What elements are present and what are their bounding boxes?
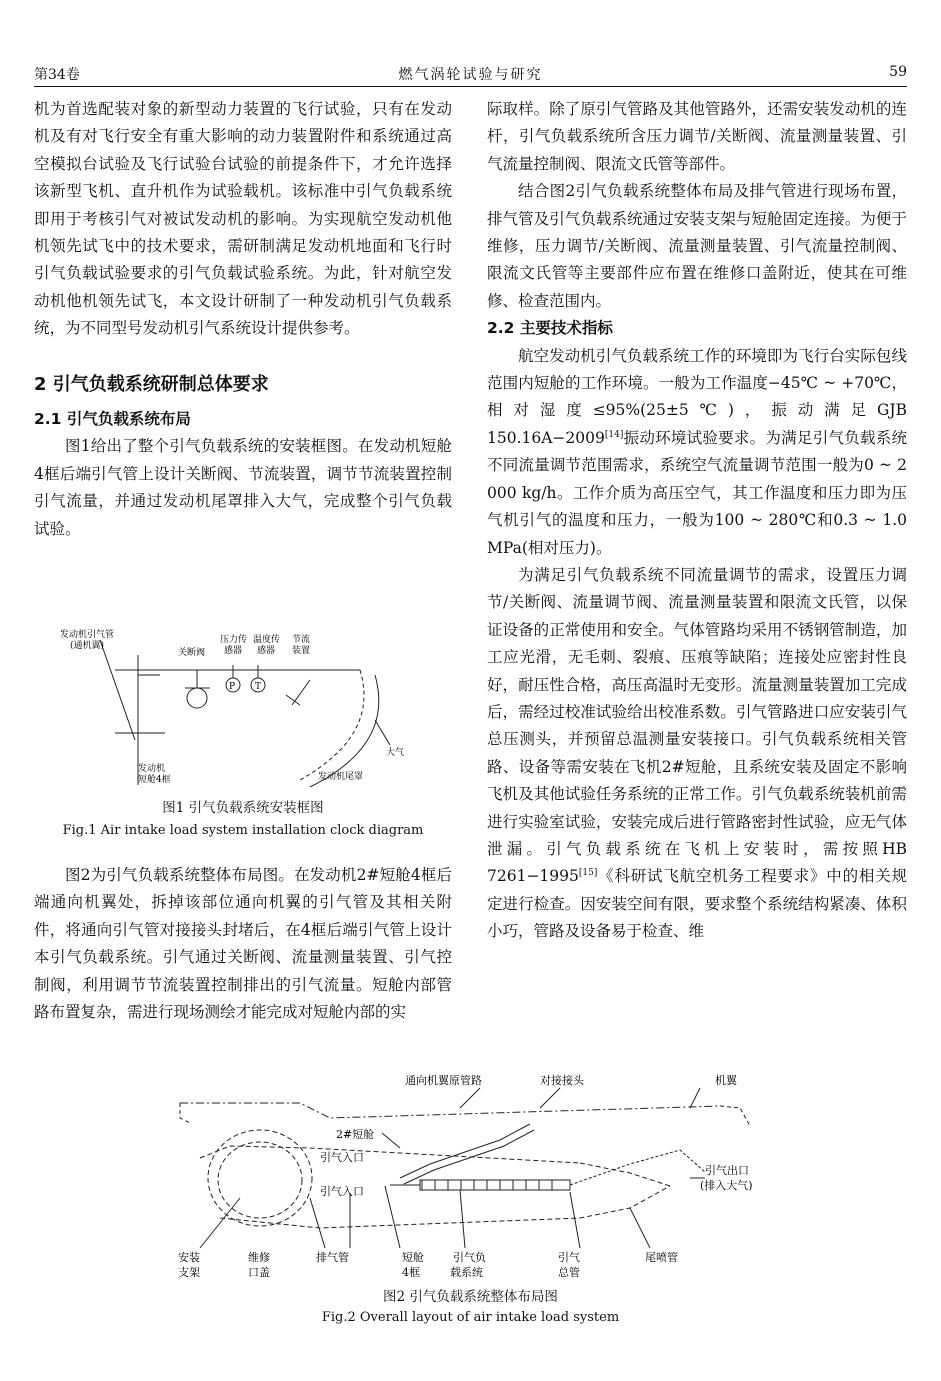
fig2-label-wing-pipe: 通向机翼原管路 — [405, 1074, 482, 1087]
figure-1-diagram — [60, 625, 440, 790]
section-2-1-heading: 2.1 引气负载系统布局 — [34, 410, 191, 429]
right-column — [487, 96, 907, 946]
fig1-p-symbol: P — [229, 682, 236, 692]
section-2-heading: 2 引气负载系统研制总体要求 — [34, 373, 269, 395]
requirements-text-a: 为满足引气负载系统不同流量调节的需求，设置压力调节/关断阀、流量调节阀、流量测量装置和限流文氏管，以保证设备的正常使用和安全。气体管路均采用不锈钢管制造，加工应光滑，无毛刺、裂痕、压痕等缺陷；连接处应密封性良好，耐压性合格，高压高温时无变形。流量测量装置加工完成后，需经过校准试验给出校准系数。引气管路进口应安装引气总压测头，并预留总温测量安装接口。引气负载系统相关管路、设备等需安装在飞机2#短舱，且系统安装及固定不影响飞机及其他试验任务系统的正常工作。引气负载系统装机前需进行实验室试验，安装完成后进行管路密封性试验，应无气体泄漏。引气负载系统在飞机上安装时，需按照HB 7261−1995 — [487, 565, 907, 886]
fig1-label-temp-1: 温度传 — [253, 635, 281, 645]
page-number: 59 — [889, 64, 907, 80]
requirements-text-b: 《科研试飞航空机务工程要求》中的相关规定进行检查。因安装空间有限，要求整个系统结构紧凑、体积小巧，管路及设备易于检查、维 — [487, 867, 907, 941]
fig1-label-pipe: 发动机引气管 — [60, 630, 115, 640]
fig2-label-cover-1: 维修 — [248, 1251, 270, 1264]
fig2-label-outlet-1: 引气出口 — [705, 1164, 749, 1177]
fig1-label-temp-2: 感器 — [257, 646, 276, 656]
fig1-label-pressure-1: 压力传 — [220, 635, 248, 645]
fig2-label-exhaust: 排气管 — [316, 1251, 349, 1264]
figure-2-caption-cn: 图2 引气负载系统整体布局图 — [383, 1289, 558, 1305]
fig1-label-tail-cover: 发动机尾罩 — [318, 772, 364, 782]
left-column — [34, 96, 452, 543]
figure-1-caption-cn: 图1 引气负载系统安装框图 — [162, 800, 324, 816]
requirements-paragraph — [487, 562, 907, 946]
fig1-label-throttle-2: 装置 — [292, 646, 311, 656]
fig2-label-system-2: 载系统 — [450, 1266, 483, 1279]
fig2-label-cover-2: 口盖 — [248, 1266, 270, 1279]
fig1-label-pipe2: (通机翼) — [70, 641, 105, 651]
fig2-label-system-1: 引气负 — [453, 1251, 486, 1264]
intro-paragraph: 机为首选配装对象的新型动力装置的飞行试验，只有在发动机及有对飞行安全有重大影响的动力装置附件和系统通过高空模拟台试验及飞行试验台试验的前提条件下，才允许选择该新型飞机、直升机作为试验载机。该标准中引气负载系统即用于考核引气对被试发动机的影响。为实现航空发动机他机领先试飞中的技术要求，需研制满足发动机地面和飞行时引气负载试验要求的引气负载试验系统。为此，针对航空发动机他机领先试飞，本文设计研制了一种发动机引气负载系统，为不同型号发动机引气系统设计提供参考。 — [34, 100, 452, 338]
journal-title: 燃气涡轮试验与研究 — [398, 67, 543, 83]
ref-15: [15] — [578, 868, 598, 879]
ref-14: [14] — [604, 429, 624, 440]
layout-arrangement-paragraph: 结合图2引气负载系统整体布局及排气管进行现场布置，排气管及引气负载系统通过安装支架与短舱固定连接。为便于维修，压力调节/关断阀、流量测量装置、引气流量控制阀、限流文氏管等主要部件应布置在维修口盖附近，使其在可维修、检查范围内。 — [487, 182, 907, 310]
environment-text-b: 振动环境试验要求。为满足引气负载系统不同流量调节范围需求，系统空气流量调节范围一般为0 ~ 2 000 kg/h。工作介质为高压空气，其工作温度和压力即为压气机引气的温度和压力，一般为100 ~ 280℃和0.3 ~ 1.0 MPa(相对压力)。 — [487, 428, 907, 557]
section-2-2-heading: 2.2 主要技术指标 — [487, 319, 613, 338]
fig2-label-bracket-2: 支架 — [178, 1266, 200, 1279]
page-header — [34, 58, 907, 84]
figure-2-intro-paragraph: 图2为引气负载系统整体布局图。在发动机2#短舱4框后端通向机翼处，拆掉该部位通向机翼的引气管及其相关附件，将通向引气管对接接头封堵后，在4框后端引气管上设计本引气负载系统。引气通过关断阀、流量测量装置、引气控制阀，利用调节节流装置控制排出的引气流量。短舱内部管路布置复杂，需进行现场测绘才能完成对短舱内部的实 — [34, 866, 452, 1022]
environment-paragraph — [487, 343, 907, 562]
fig1-label-throttle-1: 节流 — [292, 635, 311, 645]
fig1-t-symbol: T — [255, 682, 262, 692]
fig2-label-manifold-1: 引气 — [558, 1251, 580, 1264]
fig2-label-frame-2: 4框 — [402, 1266, 420, 1279]
fig2-label-nozzle: 尾喷管 — [645, 1251, 678, 1264]
fig1-label-valve: 关断阀 — [178, 648, 206, 658]
fig1-label-atmosphere: 大气 — [386, 748, 405, 758]
fig2-label-manifold-2: 总管 — [558, 1266, 580, 1279]
fig2-label-wing: 机翼 — [715, 1074, 737, 1087]
fig2-label-inlet-2: 引气入口 — [320, 1185, 364, 1198]
header-rule — [34, 86, 907, 87]
fig2-label-nacelle: 2#短舱 — [336, 1128, 375, 1141]
fig2-label-frame-1: 短舱 — [402, 1251, 424, 1264]
left-column-lower — [34, 862, 452, 1026]
fig2-label-joint: 对接接头 — [540, 1074, 584, 1087]
figure-2-caption-en: Fig.2 Overall layout of air intake load system — [321, 1310, 620, 1325]
fig1-label-pressure-2: 感器 — [224, 646, 243, 656]
fig1-label-engine-1: 发动机 — [138, 764, 166, 774]
fig2-label-bracket-1: 安装 — [178, 1251, 200, 1264]
environment-text-a: 航空发动机引气负载系统工作的环境即为飞行台实际包线范围内短舱的工作环境。一般为工作温度−45℃ ~ +70℃，相对湿度≤95%(25±5℃)，振动满足GJB 150.16A−2009 — [487, 346, 907, 447]
fig1-label-engine-2: 短舱4框 — [138, 775, 171, 785]
continued-paragraph: 际取样。除了原引气管路及其他管路外，还需安装发动机的连杆，引气负载系统所含压力调节/关断阀、流量测量装置、引气流量控制阀、限流文氏管等部件。 — [487, 100, 907, 173]
figure-1-caption-en: Fig.1 Air intake load system installation clock diagram — [62, 823, 424, 838]
fig2-label-inlet-1: 引气入口 — [320, 1151, 364, 1164]
volume-label: 第34卷 — [34, 67, 80, 83]
figure-2-diagram — [160, 1068, 780, 1288]
layout-paragraph: 图1给出了整个引气负载系统的安装框图。在发动机短舱4框后端引气管上设计关断阀、节流装置，调节节流装置控制引气流量，并通过发动机尾罩排入大气，完成整个引气负载试验。 — [34, 437, 452, 538]
fig2-label-outlet-2: (排入大气) — [700, 1179, 753, 1192]
